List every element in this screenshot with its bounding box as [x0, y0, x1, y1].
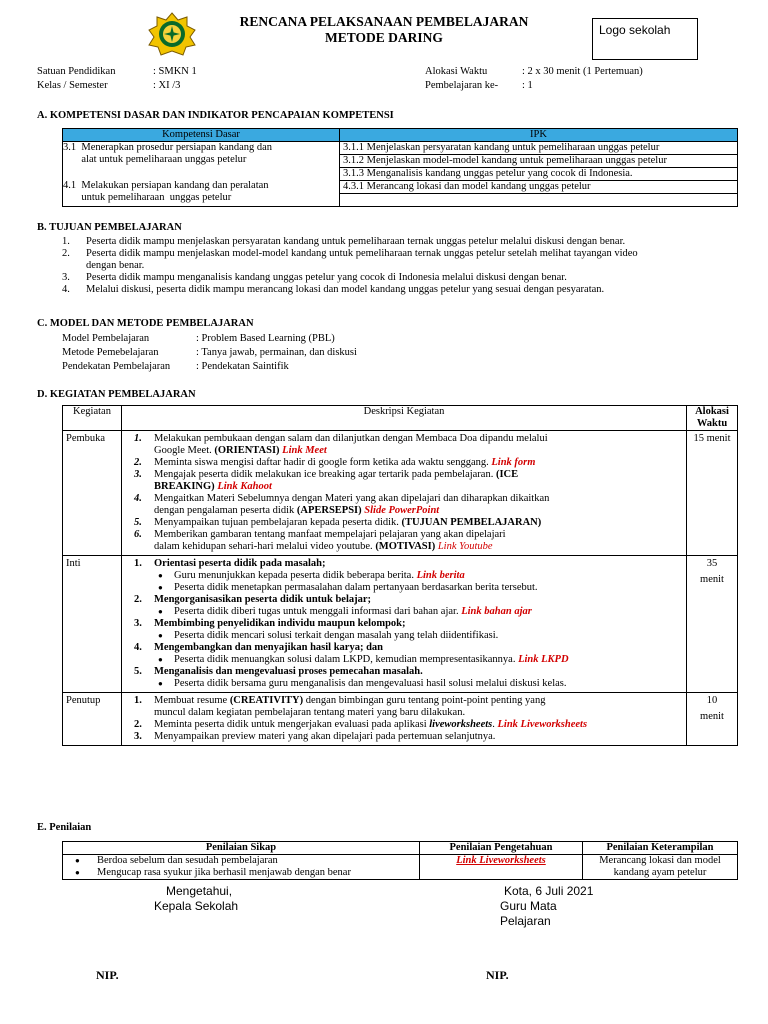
penutup-time-value: 10 [706, 695, 718, 706]
link-bahan-ajar[interactable]: Link bahan ajar [461, 606, 532, 617]
link-lkpd[interactable]: Link LKPD [518, 654, 569, 665]
pembuka-item-3 [130, 469, 686, 493]
bullet-icon: ● [158, 607, 163, 616]
item-keyword: (CREATIVITY) [229, 695, 304, 706]
tujuan-number: 2. [62, 248, 70, 259]
item-text: Membuat resume [154, 695, 230, 706]
section-d-heading: D. KEGIATAN PEMBELAJARAN [37, 389, 196, 400]
inti-step-3 [130, 618, 686, 630]
pembuka-content [122, 431, 687, 556]
inti-step-2 [130, 594, 686, 606]
kegiatan-table [62, 405, 738, 746]
item-text: Menyampaikan tujuan pembelajaran kepada peserta didik. [154, 517, 402, 528]
penutup-item-1 [130, 695, 686, 719]
nip-left: NIP. [96, 968, 119, 982]
ipk-line: 3.1.3 Menganalisis kandang unggas petelur yang cocok di Indonesia. [340, 168, 737, 181]
kd-ipk-table [62, 128, 738, 207]
item-text: dengan bimbingan guru tentang point-point penting yang [303, 695, 546, 706]
item-keyword: liveworksheets [429, 719, 493, 730]
item-text: Memberikan gambaran tentang manfaat mempelajari pelajaran yang akan dipelajari [154, 529, 506, 540]
pendekatan-label: Pendekatan Pembelajaran [62, 361, 171, 372]
identity-value-1: : SMKN 1 [153, 66, 197, 77]
link-liveworksheets-penilaian[interactable]: Link Liveworksheets [456, 855, 546, 866]
link-slide-powerpoint[interactable]: Slide PowerPoint [361, 505, 440, 516]
identity-label-3: Alokasi Waktu [425, 66, 488, 77]
signature-date: Kota, 6 Juli 2021 [504, 884, 594, 898]
school-logo-placeholder [592, 18, 698, 60]
alokasi-header-line: Alokasi [695, 406, 729, 417]
bullet-text: Peserta didik menetapkan permasalahan dalam pertanyaan berdasarkan berita tersebut. [174, 582, 538, 593]
tujuan-item-2 [62, 248, 752, 272]
signature-mengetahui: Mengetahui, [166, 884, 233, 898]
tujuan-item-4 [62, 284, 752, 296]
item-text: Melakukan pembukaan dengan salam dan dilanjutkan dengan Membaca Doa dipandu melalui [154, 433, 548, 444]
school-logo-text: Logo sekolah [599, 23, 671, 37]
link-youtube[interactable]: Link Youtube [435, 541, 493, 552]
alokasi-header [687, 406, 738, 431]
penutup-time [687, 693, 738, 746]
tujuan-text: Peserta didik mampu menganalisis kandang unggas petelur yang cocok di Indonesia melalui diskusi dengan benar. [86, 272, 567, 283]
item-number: 1. [134, 695, 142, 706]
bullet-icon: ● [158, 583, 163, 592]
section-e-heading: E. Penilaian [37, 822, 92, 833]
identity-value-4: : 1 [522, 80, 533, 91]
inti-bullet [130, 582, 686, 594]
item-text: Menyampaikan preview materi yang akan dipelajari pada pertemuan selanjutnya. [154, 731, 496, 742]
inti-content [122, 556, 687, 693]
signature-guru: Guru Mata [500, 899, 557, 913]
section-c-heading: C. MODEL DAN METODE PEMBELAJARAN [37, 318, 254, 329]
tujuan-number: 4. [62, 284, 70, 295]
pengetahuan-header: Penilaian Pengetahuan [420, 842, 583, 855]
inti-time-value: 35 [706, 558, 718, 569]
kd-line: untuk pemeliharaan unggas petelur [63, 192, 232, 203]
alokasi-header-line: Waktu [696, 418, 728, 429]
item-number: 2. [134, 719, 142, 730]
sikap-item [63, 855, 416, 867]
sikap-text: Berdoa sebelum dan sesudah pembelajaran [97, 855, 278, 866]
item-text: Mengaitkan Materi Sebelumnya dengan Materi yang akan dipelajari dan diharapkan dikaitkan [154, 493, 550, 504]
pembuka-label: Pembuka [63, 431, 122, 556]
ipk-header: IPK [340, 129, 738, 142]
nip-right: NIP. [486, 968, 509, 982]
sikap-header: Penilaian Sikap [63, 842, 420, 855]
tujuan-text: Peserta didik mampu menjelaskan persyaratan kandang untuk pemeliharaan ternak unggas petelur melalui diskusi dengan benar. [86, 236, 626, 247]
kegiatan-header: Kegiatan [63, 406, 122, 431]
tujuan-text: Peserta didik mampu menjelaskan model-model kandang untuk pemeliharaan ternak unggas petelur setelah melihat tayangan video [86, 248, 638, 259]
item-number: 6. [134, 529, 142, 540]
bullet-icon: ● [158, 679, 163, 688]
kd-line: 3.1 Menerapkan prosedur persiapan kandang dan [63, 142, 273, 153]
sikap-text: Mengucap rasa syukur jika berhasil menjawab dengan benar [97, 867, 351, 878]
keterampilan-header: Penilaian Keterampilan [583, 842, 738, 855]
signature-left [154, 884, 239, 914]
inti-time-unit: menit [700, 574, 724, 585]
tujuan-item-1 [62, 236, 752, 248]
bullet-icon: ● [158, 655, 163, 664]
keterampilan-text: Merancang lokasi dan model [599, 855, 721, 866]
title-line-1: RENCANA PELAKSANAAN PEMBELAJARAN [239, 14, 529, 29]
tujuan-number: 3. [62, 272, 70, 283]
sikap-cell [63, 855, 420, 880]
item-keyword: BREAKING) [154, 481, 215, 492]
link-kahoot[interactable]: Link Kahoot [214, 481, 272, 492]
model-value: : Problem Based Learning (PBL) [196, 333, 335, 344]
tujuan-text: dengan benar. [86, 260, 145, 271]
section-a-heading: A. KOMPETENSI DASAR DAN INDIKATOR PENCAPAIAN KOMPETENSI [37, 110, 394, 121]
signature-right [500, 884, 593, 929]
item-number: 5. [134, 517, 142, 528]
item-keyword: (TUJUAN PEMBELAJARAN) [401, 517, 542, 528]
item-keyword: (APERSEPSI) [296, 505, 362, 516]
inti-bullet [130, 630, 686, 642]
step-number: 3. [134, 618, 142, 629]
sikap-item [63, 867, 416, 879]
step-title: Menganalisis dan mengevaluasi proses pemecahan masalah. [154, 666, 423, 677]
kd-line: 4.1 Melakukan persiapan kandang dan peralatan [63, 180, 269, 191]
pembuka-item-5 [130, 517, 686, 529]
item-number: 2. [134, 457, 142, 468]
penutup-item-2 [130, 719, 686, 731]
item-text: dalam kehidupan sehari-hari melalui video youtube. [154, 541, 376, 552]
penutup-item-3 [130, 731, 686, 743]
step-number: 1. [134, 558, 142, 569]
tujuan-item-3 [62, 272, 752, 284]
identity-label-2: Kelas / Semester [37, 80, 108, 91]
tujuan-list [62, 236, 752, 296]
inti-step-4 [130, 642, 686, 654]
inti-step-5 [130, 666, 686, 678]
title-line-2: METODE DARING [325, 30, 443, 45]
pembuka-time: 15 menit [687, 431, 738, 556]
bullet-text: Peserta didik menuangkan solusi dalam LKPD, kemudian mempresentasikannya. [174, 654, 519, 665]
identity-label-4: Pembelajaran ke- [425, 80, 499, 91]
penutup-content [122, 693, 687, 746]
tujuan-text: Melalui diskusi, peserta didik mampu merancang lokasi dan model kandang unggas petelur yang sesuai dengan pesyaratan. [86, 284, 605, 295]
item-number: 4. [134, 493, 142, 504]
model-label: Model Pembelajaran [62, 333, 150, 344]
penilaian-table [62, 841, 738, 880]
bullet-text: Peserta didik mencari solusi terkait dengan masalah yang telah diidentifikasi. [174, 630, 499, 641]
step-title: Membimbing penyelidikan individu maupun kelompok; [154, 618, 406, 629]
item-number: 3. [134, 731, 142, 742]
item-number: 1. [134, 433, 142, 444]
pembuka-item-1 [130, 433, 686, 457]
link-form[interactable]: Link form [488, 457, 536, 468]
ipk-line: 3.1.2 Menjelaskan model-model kandang untuk pemeliharaan unggas petelur [340, 155, 737, 168]
step-title: Mengembangkan dan menyajikan hasil karya; dan [154, 642, 384, 653]
tujuan-number: 1. [62, 236, 70, 247]
step-number: 5. [134, 666, 142, 677]
section-b-heading: B. TUJUAN PEMBELAJARAN [37, 222, 182, 233]
bullet-icon: ● [75, 856, 80, 865]
pembuka-item-4 [130, 493, 686, 517]
bullet-text: Guru menunjukkan kepada peserta didik beberapa berita. [174, 570, 417, 581]
pendekatan-value: : Pendekatan Saintifik [196, 361, 289, 372]
item-text: Mengajak peserta didik melakukan ice breaking agar tertarik pada pembelajaran. [154, 469, 496, 480]
deskripsi-header: Deskripsi Kegiatan [122, 406, 687, 431]
metode-value: : Tanya jawab, permainan, dan diskusi [196, 347, 357, 358]
ipk-line: 3.1.1 Menjelaskan persyaratan kandang untuk pemeliharaan unggas petelur [340, 142, 737, 155]
keterampilan-cell [583, 855, 738, 880]
metode-label: Metode Pemebelajaran [62, 347, 159, 358]
kd-header: Kompetensi Dasar [63, 129, 340, 142]
inti-bullet [130, 678, 686, 690]
bullet-icon: ● [158, 571, 163, 580]
item-text: . [492, 719, 498, 730]
ipk-line: 4.3.1 Merancang lokasi dan model kandang unggas petelur [340, 181, 737, 194]
document-title [184, 14, 584, 46]
bullet-icon: ● [158, 631, 163, 640]
bullet-icon: ● [75, 868, 80, 877]
identity-value-2: : XI /3 [153, 80, 181, 91]
pengetahuan-cell [420, 855, 583, 880]
step-title: Mengorganisasikan peserta didik untuk belajar; [154, 594, 372, 605]
inti-bullet [130, 570, 686, 582]
pembuka-item-6 [130, 529, 686, 553]
item-text: Google Meet. [154, 445, 215, 456]
penutup-label: Penutup [63, 693, 122, 746]
identity-value-3: : 2 x 30 menit (1 Pertemuan) [522, 66, 643, 77]
pembuka-item-2 [130, 457, 686, 469]
penutup-time-unit: menit [700, 711, 724, 722]
bullet-text: Peserta didik bersama guru menganalisis dan mengevaluasi hasil solusi melalui diskusi kelas. [174, 678, 567, 689]
step-title: Orientasi peserta didik pada masalah; [154, 558, 326, 569]
item-text: muncul dalam kegiatan pembelajaran tentang materi yang baru dilakukan. [154, 707, 466, 718]
item-keyword: (ICE [495, 469, 519, 480]
inti-time [687, 556, 738, 693]
item-keyword: (ORIENTASI) [214, 445, 280, 456]
link-meet[interactable]: Link Meet [279, 445, 327, 456]
step-number: 4. [134, 642, 142, 653]
inti-bullet [130, 654, 686, 666]
keterampilan-text: kandang ayam petelur [613, 867, 707, 878]
inti-bullet [130, 606, 686, 618]
inti-label: Inti [63, 556, 122, 693]
identity-label-1: Satuan Pendidikan [37, 66, 116, 77]
inti-step-1 [130, 558, 686, 570]
item-text: dengan pengalaman peserta didik [154, 505, 297, 516]
step-number: 2. [134, 594, 142, 605]
item-text: Meminta peserta didik untuk mengerjakan evaluasi pada aplikasi [154, 719, 430, 730]
item-number: 3. [134, 469, 142, 480]
signature-pelajaran: Pelajaran [500, 914, 551, 928]
item-text: Meminta siswa mengisi daftar hadir di google form ketika ada waktu senggang. [154, 457, 489, 468]
bullet-text: Peserta didik diberi tugas untuk menggali informasi dari bahan ajar. [174, 606, 462, 617]
item-keyword: (MOTIVASI) [375, 541, 436, 552]
link-liveworksheets[interactable]: Link Liveworksheets [497, 719, 588, 730]
link-berita[interactable]: Link berita [416, 570, 465, 581]
signature-kepala-sekolah: Kepala Sekolah [154, 899, 239, 913]
kd-line: alat untuk pemeliharaan unggas petelur [63, 154, 247, 165]
